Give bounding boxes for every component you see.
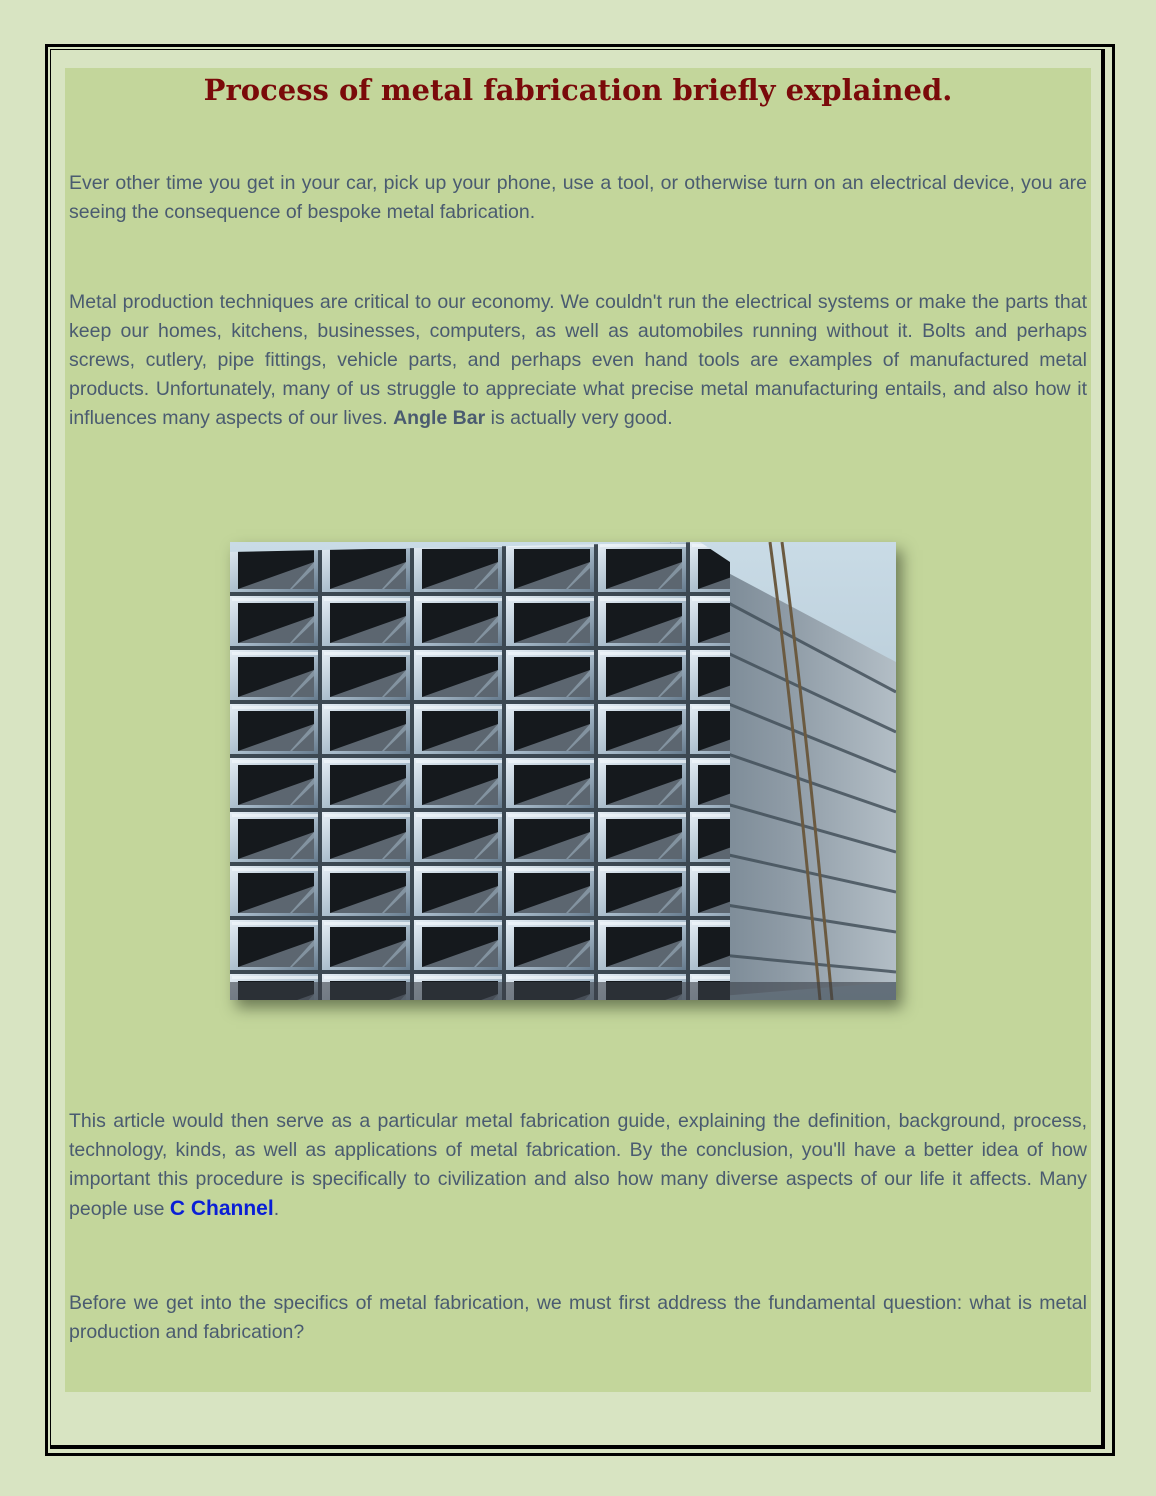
angle-bar-keyword: Angle Bar [393,407,486,429]
paragraph-economy-tail: is actually very good. [490,407,673,429]
steel-channels-photo [230,542,896,1000]
paragraph-guide-tail: . [273,1198,280,1220]
paragraph-question: Before we get into the specifics of metal fabrication, we must first address the fundamental question: what is metal production and fabrication? [69,1292,1087,1343]
paragraph-guide-text: This article would then serve as a particular metal fabrication guide, explaining the definition, background, process, technology, kinds, as well as applications of metal fabrication. By the conclusion, you'll have a better idea of how important this procedure is specifically to civilization and also how many diverse aspects of our life it affects. Many people use [69,1110,1087,1220]
document-title: Process of metal fabrication briefly explained. [203,73,953,107]
c-channel-link[interactable]: C Channel [169,1197,274,1220]
paragraph-intro: Ever other time you get in your car, pick up your phone, use a tool, or otherwise turn on an electrical device, you are seeing the consequence of bespoke metal fabrication. [69,172,1087,223]
steel-c-channel-stack-icon [230,542,896,1000]
paragraph-guide [69,1107,1087,1224]
paragraph-economy [69,288,1087,433]
paragraph-economy-text: Metal production techniques are critical to our economy. We couldn't run the electrical systems or make the parts that keep our homes, kitchens, businesses, computers, as well as automobiles running without it. Bolts and perhaps screws, cutlery, pipe fittings, vehicle parts, and perhaps even hand tools are examples of manufactured metal products. Unfortunately, many of us struggle to appreciate what precise metal manufacturing entails, and also how it influences many aspects of our lives. [69,291,1087,429]
